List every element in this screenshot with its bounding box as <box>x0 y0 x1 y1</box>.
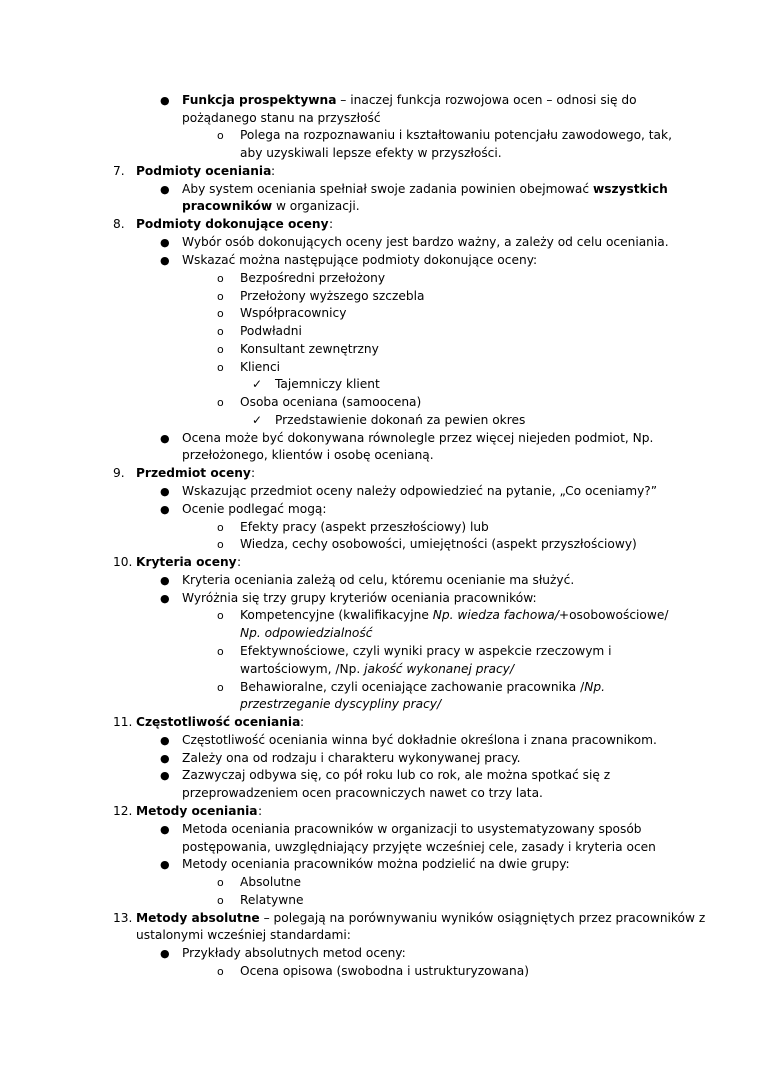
check-icon: ✓ <box>252 413 263 427</box>
circle-marker: o <box>217 681 224 694</box>
text-line: Relatywne <box>240 893 304 907</box>
text-line: Przedstawienie dokonań za pewien okres <box>275 413 526 427</box>
bullet-marker: ● <box>160 503 170 516</box>
text-line: Np. odpowiedzialność <box>240 626 373 640</box>
text-line: Efektywnościowe, czyli wyniki pracy w aspekcie rzeczowym i <box>240 644 612 658</box>
circle-marker: o <box>217 307 224 320</box>
bullet-marker: ● <box>160 592 170 605</box>
section-heading-11: 11. Częstotliwość oceniania <box>113 715 301 729</box>
circle-marker: o <box>217 361 224 374</box>
section-heading-10: 10. Kryteria oceny <box>113 555 237 569</box>
circle-marker: o <box>217 645 224 658</box>
heading-colon: : <box>237 555 242 569</box>
text-line: Tajemniczy klient <box>275 377 380 391</box>
bullet-marker: ● <box>160 752 170 765</box>
text-line: Funkcja prospektywna – inaczej funkcja rozwojowa ocen – odnosi się do <box>182 93 637 107</box>
text-line: Klienci <box>240 360 281 374</box>
text-line: Kryteria oceniania zależą od celu, któremu ocenianie ma służyć. <box>182 573 575 587</box>
text-line: Podwładni <box>240 324 302 338</box>
bullet-marker: ● <box>160 183 170 196</box>
bullet-marker: ● <box>160 432 170 445</box>
text-line: przełożonego, klientów i osobę ocenianą. <box>182 448 434 462</box>
heading-colon: : <box>300 715 305 729</box>
text-line: Metody oceniania pracowników można podzielić na dwie grupy: <box>182 857 570 871</box>
circle-marker: o <box>217 325 224 338</box>
text-line: postępowania, uwzględniający przyjęte wcześniej cele, zasady i kryteria ocen <box>182 840 656 854</box>
text-line: pracowników w organizacji. <box>182 199 360 213</box>
circle-marker: o <box>217 965 224 978</box>
circle-marker: o <box>217 894 224 907</box>
section-heading-12: 12. Metody oceniania <box>113 804 258 818</box>
text-line: wartościowym, /Np. jakość wykonanej pracy/ <box>240 662 514 676</box>
text-line: Kompetencyjne (kwalifikacyjne Np. wiedza fachowa/+osobowościowe/ <box>240 608 669 622</box>
text-line: Aby system oceniania spełniał swoje zadania powinien obejmować wszystkich <box>182 182 668 196</box>
text-line: ustalonymi wcześniej standardami: <box>136 928 351 942</box>
text-line: Wyróżnia się trzy grupy kryteriów oceniania pracowników: <box>182 591 537 605</box>
bullet-marker: ● <box>160 858 170 871</box>
circle-marker: o <box>217 538 224 551</box>
text-line: Bezpośredni przełożony <box>240 271 386 285</box>
text-line: Przełożony wyższego szczebla <box>240 289 425 303</box>
circle-marker: o <box>217 396 224 409</box>
text-line: Wskazując przedmiot oceny należy odpowiedzieć na pytanie, „Co oceniamy?” <box>182 484 658 498</box>
section-heading-9: 9. Przedmiot oceny <box>113 466 251 480</box>
text-line: Wybór osób dokonujących oceny jest bardzo ważny, a zależy od celu oceniania. <box>182 235 669 249</box>
text-line: Behawioralne, czyli oceniające zachowanie pracownika /Np. <box>240 680 605 694</box>
bullet-marker: ● <box>160 734 170 747</box>
section-heading-8: 8. Podmioty dokonujące oceny <box>113 217 329 231</box>
text-line: Absolutne <box>240 875 301 889</box>
text-line: przestrzeganie dyscypliny pracy/ <box>240 697 442 711</box>
text-line: Częstotliwość oceniania winna być dokładnie określona i znana pracownikom. <box>182 733 657 747</box>
bullet-marker: ● <box>160 236 170 249</box>
heading-colon: : <box>271 164 276 178</box>
text-line: Osoba oceniana (samoocena) <box>240 395 422 409</box>
text-line: Ocenie podlegać mogą: <box>182 502 327 516</box>
circle-marker: o <box>217 129 224 142</box>
text-line: Wiedza, cechy osobowości, umiejętności (aspekt przyszłościowy) <box>240 537 637 551</box>
heading-colon: : <box>251 466 256 480</box>
term-funkcja-prospektywna: Funkcja prospektywna <box>182 93 337 107</box>
text-line: Ocena opisowa (swobodna i ustrukturyzowana) <box>240 964 529 978</box>
bullet-marker: ● <box>160 947 170 960</box>
circle-marker: o <box>217 272 224 285</box>
bullet-marker: ● <box>160 823 170 836</box>
text-line: Wskazać można następujące podmioty dokonujące oceny: <box>182 253 538 267</box>
text-line: aby uzyskiwali lepsze efekty w przyszłości. <box>240 146 502 160</box>
circle-marker: o <box>217 521 224 534</box>
heading-colon: : <box>329 217 334 231</box>
text-line: przeprowadzeniem ocen pracowniczych nawet co trzy lata. <box>182 786 543 800</box>
text-line: Konsultant zewnętrzny <box>240 342 379 356</box>
text-line: Przykłady absolutnych metod oceny: <box>182 946 406 960</box>
bullet-marker: ● <box>160 574 170 587</box>
bullet-marker: ● <box>160 254 170 267</box>
bullet-marker: ● <box>160 769 170 782</box>
circle-marker: o <box>217 290 224 303</box>
bullet-marker: ● <box>160 485 170 498</box>
text-line: Efekty pracy (aspekt przeszłościowy) lub <box>240 520 489 534</box>
text-line: Współpracownicy <box>240 306 347 320</box>
text-line: Zależy ona od rodzaju i charakteru wykonywanej pracy. <box>182 751 521 765</box>
check-icon: ✓ <box>252 377 263 391</box>
text-line: Zazwyczaj odbywa się, co pół roku lub co rok, ale można spotkać się z <box>182 768 611 782</box>
bullet-marker: ● <box>160 94 170 107</box>
circle-marker: o <box>217 609 224 622</box>
text-line: Polega na rozpoznawaniu i kształtowaniu potencjału zawodowego, tak, <box>240 128 672 142</box>
section-heading-7: 7. Podmioty oceniania <box>113 164 272 178</box>
circle-marker: o <box>217 343 224 356</box>
section-heading-13: 13. Metody absolutne – polegają na porównywaniu wyników osiągniętych przez pracowników z <box>113 911 706 925</box>
text-line: pożądanego stanu na przyszłość <box>182 111 381 125</box>
heading-colon: : <box>258 804 263 818</box>
circle-marker: o <box>217 876 224 889</box>
text-line: Ocena może być dokonywana równolegle przez więcej niejeden podmiot, Np. <box>182 431 654 445</box>
text-line: Metoda oceniania pracowników w organizacji to usystematyzowany sposób <box>182 822 642 836</box>
